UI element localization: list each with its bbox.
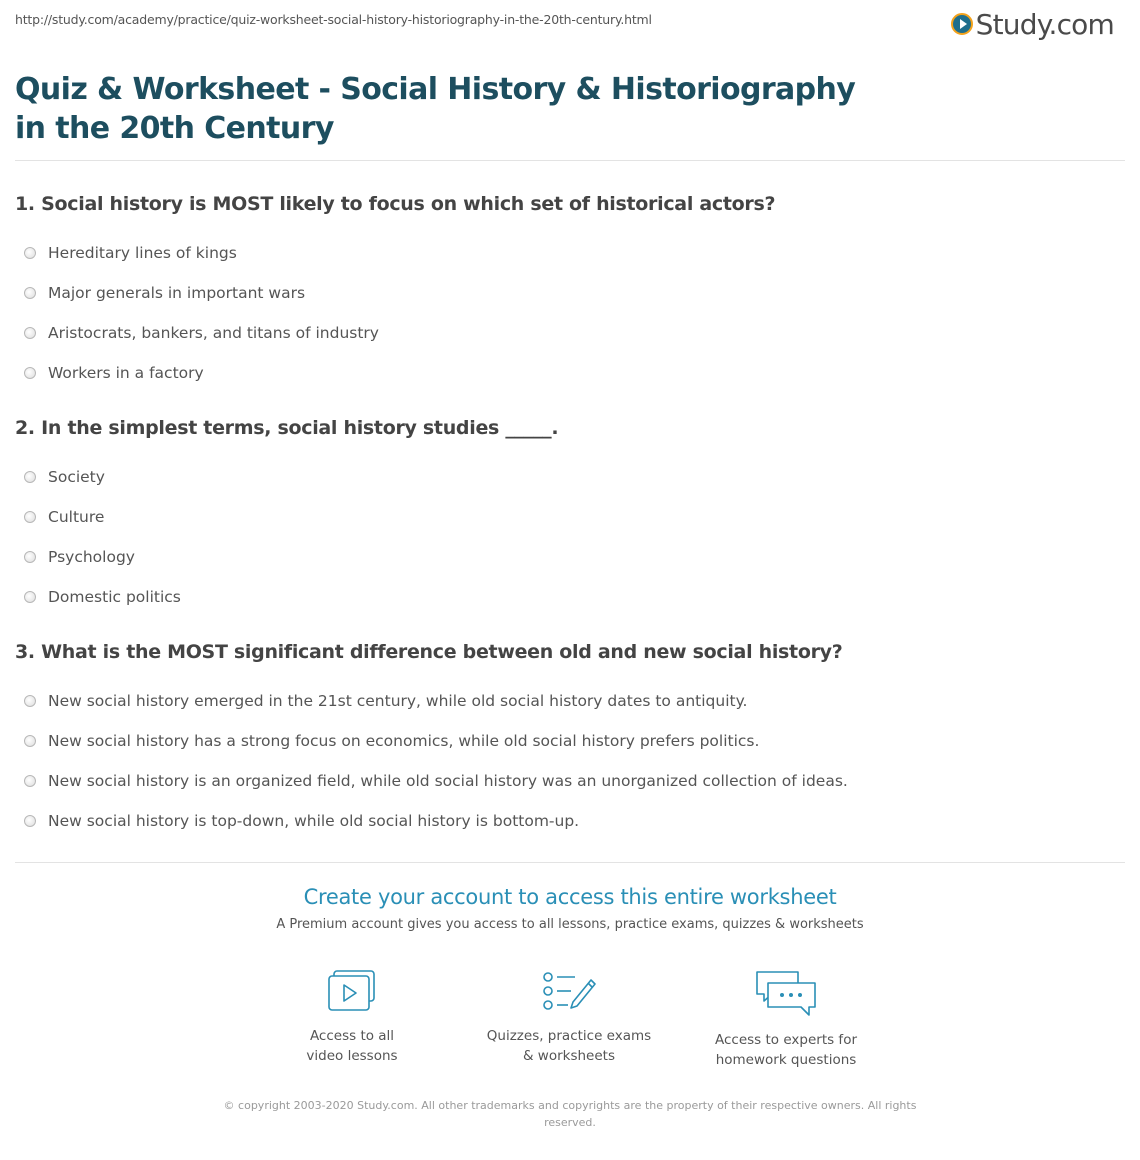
feature-label-line: & worksheets [522, 1048, 615, 1064]
option-label: Domestic politics [48, 588, 181, 606]
option-label: Aristocrats, bankers, and titans of industry [48, 324, 379, 342]
feature-label [696, 1030, 876, 1070]
option-label: Major generals in important wars [48, 284, 306, 302]
option-label: Psychology [48, 548, 135, 566]
answer-option[interactable] [15, 761, 1115, 801]
answer-option[interactable] [15, 681, 1115, 721]
answer-option[interactable] [15, 313, 1115, 353]
page-url: http://study.com/academy/practice/quiz-worksheet-social-history-historiography-in-the-20th-century.html [15, 12, 652, 27]
option-label: New social history is an organized field, while old social history was an unorganized collection of ideas. [48, 772, 848, 790]
radio-button-icon[interactable] [24, 551, 36, 563]
feature-label-line: homework questions [715, 1052, 857, 1068]
option-label: Culture [48, 508, 105, 526]
feature-label-line: Access to experts for [714, 1032, 857, 1048]
feature-quizzes [479, 968, 659, 1066]
logo-text: Study.com [975, 7, 1114, 41]
question-1 [15, 193, 1115, 393]
question-text: 1. Social history is MOST likely to focus on which set of historical actors? [15, 193, 776, 215]
copyright-notice: © copyright 2003-2020 Study.com. All other trademarks and copyrights are the property of their respective owners. All rights reserved. [223, 1099, 917, 1129]
radio-button-icon[interactable] [24, 367, 36, 379]
question-text: 3. What is the MOST significant difference between old and new social history? [15, 641, 843, 663]
radio-button-icon[interactable] [24, 775, 36, 787]
radio-button-icon[interactable] [24, 695, 36, 707]
page-title: Quiz & Worksheet - Social History & Historiography in the 20th Century [15, 72, 856, 146]
chat-bubbles-icon [754, 968, 818, 1018]
radio-button-icon[interactable] [24, 471, 36, 483]
radio-button-icon[interactable] [24, 815, 36, 827]
feature-label-line: Access to all [309, 1028, 395, 1044]
question-2 [15, 417, 1115, 617]
feature-video-lessons [262, 968, 442, 1066]
feature-label-line: Quizzes, practice exams [486, 1028, 652, 1044]
answer-option[interactable] [15, 273, 1115, 313]
questions-divider [15, 862, 1125, 863]
answer-option[interactable] [15, 233, 1115, 273]
feature-experts [696, 968, 876, 1070]
radio-button-icon[interactable] [24, 735, 36, 747]
answer-option[interactable] [15, 497, 1115, 537]
option-label: Society [48, 468, 105, 486]
option-label: New social history is top-down, while old social history is bottom-up. [48, 812, 580, 830]
answer-option[interactable] [15, 577, 1115, 617]
answer-option[interactable] [15, 457, 1115, 497]
question-text: 2. In the simplest terms, social history studies _____. [15, 417, 559, 439]
quiz-checklist-icon [540, 968, 598, 1014]
radio-button-icon[interactable] [24, 287, 36, 299]
radio-button-icon[interactable] [24, 591, 36, 603]
radio-button-icon[interactable] [24, 511, 36, 523]
feature-label [479, 1026, 659, 1066]
feature-label-line: video lessons [306, 1048, 398, 1064]
title-divider [15, 160, 1125, 161]
play-logo-icon [951, 13, 973, 35]
answer-option[interactable] [15, 721, 1115, 761]
answer-option[interactable] [15, 537, 1115, 577]
radio-button-icon[interactable] [24, 327, 36, 339]
premium-description: A Premium account gives you access to all lessons, practice exams, quizzes & worksheets [276, 917, 864, 932]
study-logo[interactable] [951, 6, 1114, 42]
create-account-link[interactable]: Create your account to access this entire worksheet [303, 885, 837, 909]
feature-label [262, 1026, 442, 1066]
answer-option[interactable] [15, 353, 1115, 393]
option-label: New social history emerged in the 21st century, while old social history dates to antiquity. [48, 692, 748, 710]
question-3 [15, 641, 1115, 841]
option-label: Workers in a factory [48, 364, 204, 382]
option-label: Hereditary lines of kings [48, 244, 237, 262]
video-lessons-icon [325, 968, 379, 1014]
answer-option[interactable] [15, 801, 1115, 841]
option-label: New social history has a strong focus on economics, while old social history prefers politics. [48, 732, 760, 750]
radio-button-icon[interactable] [24, 247, 36, 259]
